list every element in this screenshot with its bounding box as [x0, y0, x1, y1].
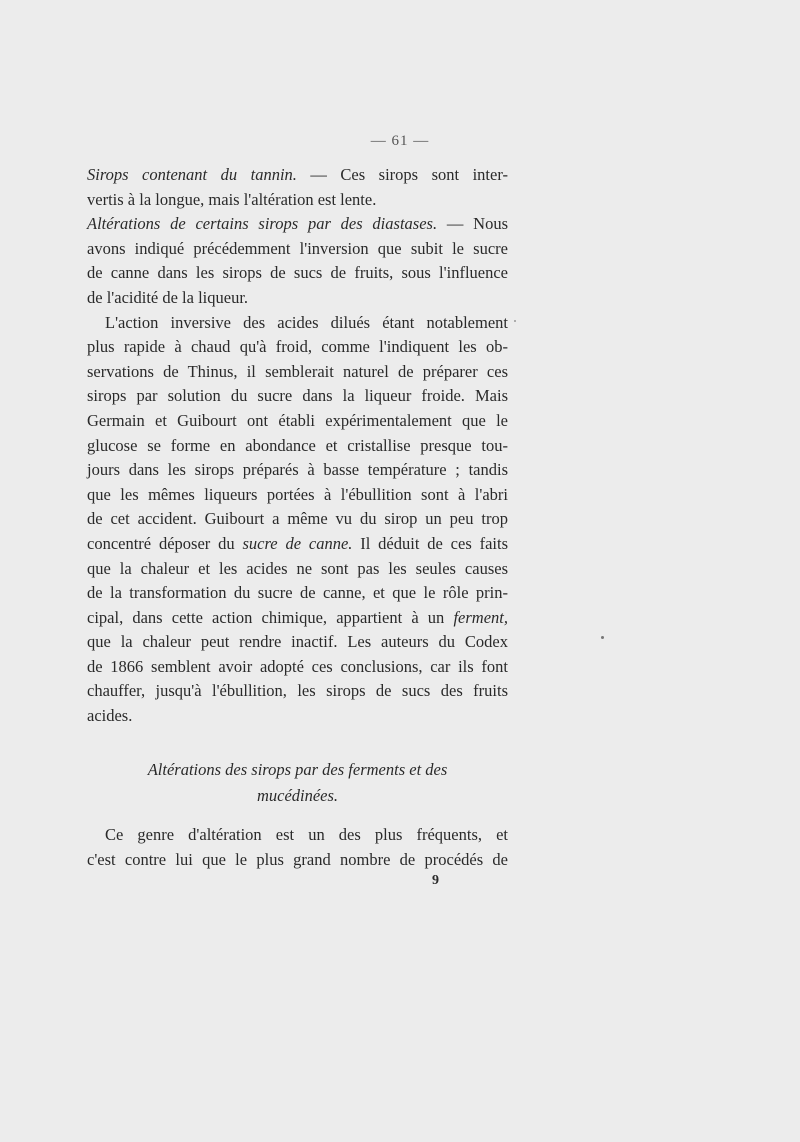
text-line	[87, 212, 508, 237]
text-line: jours dans les sirops préparés à basse température ; tandis	[87, 460, 508, 480]
text-line	[87, 163, 508, 188]
main-text	[87, 163, 508, 729]
text-line: servations de Thinus, il semblerait naturel de préparer ces	[87, 361, 508, 381]
signature-mark: 9	[432, 873, 439, 888]
text-fragment: — Nous	[437, 214, 508, 234]
text-line: que la chaleur peut rendre inactif. Les auteurs du Codex	[87, 632, 508, 652]
text-line: que la chaleur et les acides ne sont pas les seules causes	[87, 558, 508, 578]
text-line: de l'acidité de la liqueur.	[87, 287, 249, 307]
text-line: que les mêmes liqueurs portées à l'ébullition sont à l'abri	[87, 484, 508, 504]
text-line: plus rapide à chaud qu'à froid, comme l'indiquent les ob-	[87, 337, 508, 357]
text-line: vertis à la longue, mais l'altération est lente.	[87, 189, 377, 209]
text-line: acides.	[87, 706, 133, 726]
section-heading-line-1: Altérations des sirops par des ferments et des	[147, 760, 448, 779]
text-line: avons indiqué précédemment l'inversion que subit le sucre	[87, 238, 508, 258]
text-line: Ce genre d'altération est un des plus fréquents, et	[105, 825, 508, 844]
text-line: Germain et Guibourt ont établi expérimentalement que le	[87, 410, 508, 430]
ink-speck	[601, 636, 604, 639]
text-line	[87, 606, 508, 631]
subsection-title: Altérations de certains sirops par des diastases.	[87, 214, 438, 234]
italic-term: sucre de canne.	[242, 533, 353, 553]
text-line: de la transformation du sucre de canne, et que le rôle prin-	[87, 583, 508, 603]
text-line: sirops par solution du sucre dans la liqueur froide. Mais	[87, 386, 508, 406]
text-line: de cet accident. Guibourt a même vu du sirop un peu trop	[87, 509, 508, 529]
text-line	[87, 532, 508, 557]
ink-speck	[514, 320, 516, 322]
text-line: chauffer, jusqu'à l'ébullition, les sirops de sucs des fruits	[87, 681, 508, 701]
italic-term: ferment,	[453, 607, 508, 627]
section-heading-line-2: mucédinées.	[256, 786, 339, 805]
subsection-title: Sirops contenant du tannin.	[87, 165, 297, 184]
text-line: c'est contre lui que le plus grand nombre de procédés de	[87, 849, 508, 869]
text-fragment: Il déduit de ces faits	[352, 533, 509, 553]
text-line: de canne dans les sirops de sucs de fruits, sous l'influence	[87, 263, 508, 283]
text-line: de 1866 semblent avoir adopté ces conclusions, car ils font	[87, 656, 508, 676]
text-fragment: — Ces sirops sont inter-	[296, 165, 508, 184]
text-line: glucose se forme en abondance et cristallise presque tou-	[87, 435, 508, 455]
text-fragment: concentré déposer du	[87, 533, 243, 553]
text-line: L'action inversive des acides dilués étant notablement	[105, 312, 508, 332]
text-fragment: cipal, dans cette action chimique, appartient à un	[87, 607, 454, 627]
page-number: — 61 —	[370, 133, 430, 149]
paragraph	[87, 823, 508, 872]
